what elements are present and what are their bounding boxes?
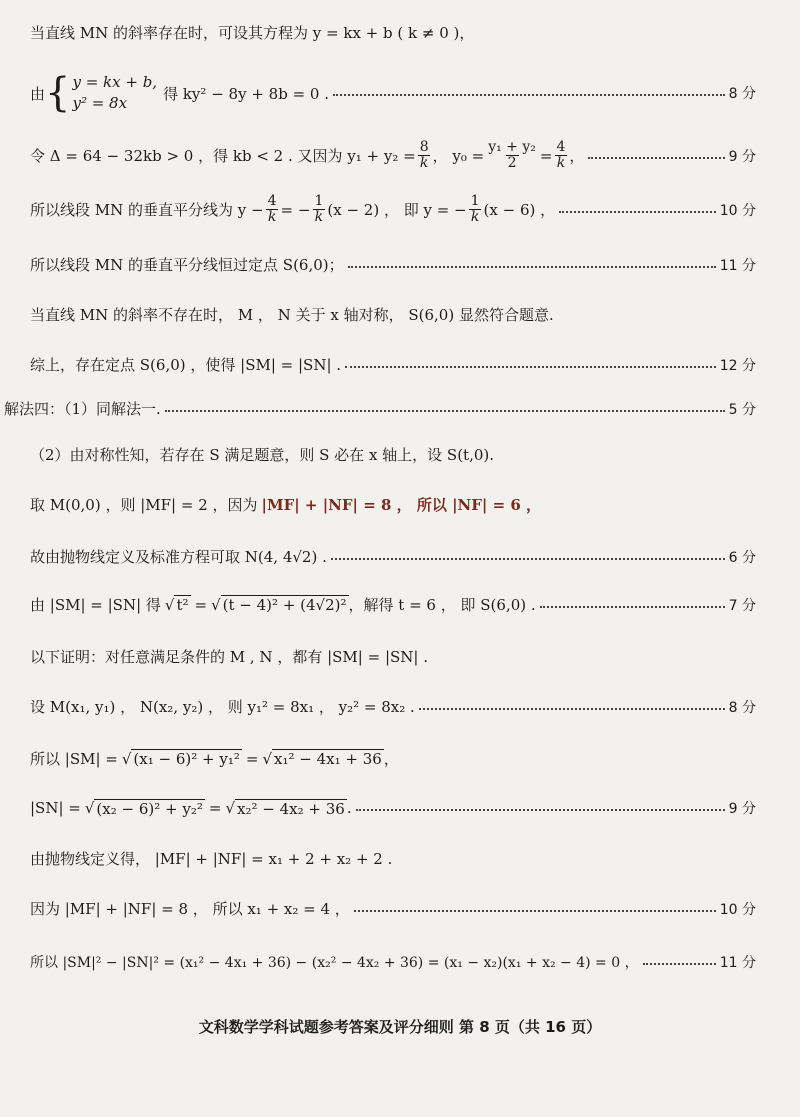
dotted-leader	[540, 606, 725, 608]
line-text: ，解得 t = 6 ， 即 S(6,0) .	[348, 596, 536, 614]
line-text: (x − 6) ，	[483, 201, 556, 220]
sqrt-sign: √	[164, 595, 175, 614]
line-text: .	[346, 799, 352, 817]
sqrt-sign: √	[225, 799, 236, 817]
line-text: 综上，存在定点 S(6,0) ，使得 |SM| = |SN| .	[30, 356, 342, 374]
line-text: =	[539, 146, 553, 165]
line-2	[30, 72, 756, 114]
radicand: t²	[176, 596, 189, 614]
denominator: k	[419, 155, 429, 172]
line-text: 当直线 MN 的斜率存在时，可设其方程为 y = kx + b ( k ≠ 0 )，	[30, 24, 475, 42]
dotted-leader	[345, 366, 716, 368]
score-label: 10 分	[719, 901, 756, 918]
radicand: x₁² − 4x₁ + 36	[274, 750, 382, 768]
denominator: k	[470, 209, 480, 226]
sqrt-sign: √	[211, 595, 221, 614]
page-footer: 文科数学学科试题参考答案及评分细则 第 8 页（共 16 页）	[198, 1018, 602, 1036]
line-prefix: 由	[30, 84, 46, 103]
fraction	[486, 140, 538, 172]
score-label: 6 分	[728, 549, 756, 566]
line-text: 令 Δ = 64 − 32kb > 0 ，得 kb < 2 . 又因为 y₁ + y₂ =	[30, 147, 416, 166]
line-16	[30, 798, 756, 818]
score-label: 7 分	[728, 597, 756, 614]
line-4	[30, 194, 756, 226]
dotted-leader	[354, 910, 716, 912]
sqrt-sign: √	[121, 749, 132, 768]
line-text: 所以线段 MN 的垂直平分线为 y −	[30, 201, 264, 220]
line-3	[30, 140, 756, 172]
line-text: 由抛物线定义得， |MF| + |NF| = x₁ + 2 + x₂ + 2 .	[30, 850, 393, 868]
line-text: （2）由对称性知，若存在 S 满足题意，则 S 必在 x 轴上，设 S(t,0).	[30, 446, 495, 464]
fraction	[418, 140, 431, 172]
line-text: = −	[280, 200, 311, 219]
line-text: =	[245, 749, 259, 768]
score-label: 8 分	[728, 86, 756, 102]
line-14	[30, 696, 756, 717]
denominator: k	[314, 209, 324, 226]
line-9	[30, 444, 756, 465]
line-12	[30, 594, 756, 615]
line-text: =	[194, 595, 208, 614]
line-text: 当直线 MN 的斜率不存在时， M ， N 关于 x 轴对称， S(6,0) 显然符合题意.	[30, 306, 554, 324]
line-text: ，	[569, 147, 585, 166]
dotted-leader	[333, 94, 725, 96]
fraction	[312, 194, 325, 226]
denominator: 2	[507, 155, 517, 172]
score-label: 11 分	[719, 955, 756, 971]
line-text: 所以 |SM| =	[30, 750, 118, 768]
fraction	[554, 140, 567, 172]
line-text: 得 ky² − 8y + 8b = 0 .	[163, 84, 329, 103]
brace-symbol: {	[45, 70, 71, 116]
line-text: (x − 2) ， 即 y = −	[327, 201, 467, 220]
highlighted-text: |MF| + |NF| = 8 ， 所以 |NF| = 6 ，	[261, 496, 542, 514]
sqrt-sign: √	[84, 799, 95, 817]
line-8	[4, 398, 756, 419]
line-18	[30, 898, 756, 919]
numerator: 4	[267, 193, 277, 209]
line-text: 取 M(0,0) ，则 |MF| = 2 ，因为	[30, 496, 258, 514]
line-1	[30, 22, 756, 43]
line-text: 解法四：（1）同解法一.	[4, 400, 161, 418]
line-text: 所以 |SM|² − |SN|² = (x₁² − 4x₁ + 36) − (x₂² − 4x₂ + 36) = (x₁ − x₂)(x₁ + x₂ − 4) = 0 ，	[30, 955, 639, 971]
dotted-leader	[331, 558, 725, 560]
line-15	[30, 748, 756, 769]
radicand: (t − 4)² + (4√2)²	[222, 596, 347, 614]
line-text: 故由抛物线定义及标准方程可取 N(4, 4√2) .	[30, 548, 327, 566]
dotted-leader	[643, 963, 716, 965]
line-text: 以下证明：对任意满足条件的 M , N ，都有 |SM| = |SN| .	[30, 648, 428, 666]
equation-system	[72, 72, 157, 114]
line-7	[30, 354, 756, 375]
numerator: 4	[556, 139, 566, 155]
radicand: (x₂ − 6)² + y₂²	[96, 799, 203, 818]
numerator: 1	[314, 193, 324, 209]
line-11	[30, 546, 756, 567]
score-label: 9 分	[728, 801, 756, 817]
line-text: 因为 |MF| + |NF| = 8 ， 所以 x₁ + x₂ = 4 ，	[30, 900, 350, 918]
fraction	[469, 194, 482, 226]
line-text: =	[208, 799, 222, 817]
sqrt-sign: √	[262, 749, 273, 768]
denominator: k	[267, 209, 277, 226]
numerator: 1	[470, 193, 480, 209]
numerator: 8	[419, 139, 429, 155]
dotted-leader	[588, 157, 724, 159]
dotted-leader	[356, 809, 725, 811]
score-label: 10 分	[719, 202, 756, 219]
score-label: 8 分	[728, 699, 756, 716]
line-text: 所以线段 MN 的垂直平分线恒过定点 S(6,0)；	[30, 256, 344, 274]
line-19	[30, 952, 756, 972]
line-text: 设 M(x₁, y₁) ， N(x₂, y₂) ， 则 y₁² = 8x₁ ， y₂² = 8x₂ .	[30, 698, 415, 716]
line-13	[30, 646, 756, 667]
denominator: k	[556, 155, 566, 172]
score-label: 9 分	[728, 148, 756, 165]
dotted-leader	[348, 266, 716, 268]
radicand: x₂² − 4x₂ + 36	[237, 799, 345, 818]
fraction	[266, 194, 279, 226]
score-label: 11 分	[719, 257, 756, 274]
system-eq-1: y = kx + b,	[72, 73, 158, 91]
dotted-leader	[559, 211, 716, 213]
line-text: |SN| =	[30, 799, 81, 817]
dotted-leader	[419, 708, 725, 710]
score-label: 12 分	[719, 357, 756, 374]
system-eq-2: y² = 8x	[72, 94, 128, 112]
line-text: 由 |SM| = |SN| 得	[30, 596, 161, 614]
line-5	[30, 254, 756, 275]
line-text: ，	[383, 750, 399, 768]
numerator: y₁ + y₂	[488, 139, 536, 155]
line-6	[30, 304, 756, 325]
line-text: ， y₀ =	[432, 147, 485, 166]
line-10	[30, 494, 756, 515]
line-17	[30, 848, 756, 869]
radicand: (x₁ − 6)² + y₁²	[133, 750, 240, 768]
score-label: 5 分	[728, 401, 756, 418]
dotted-leader	[165, 410, 725, 412]
